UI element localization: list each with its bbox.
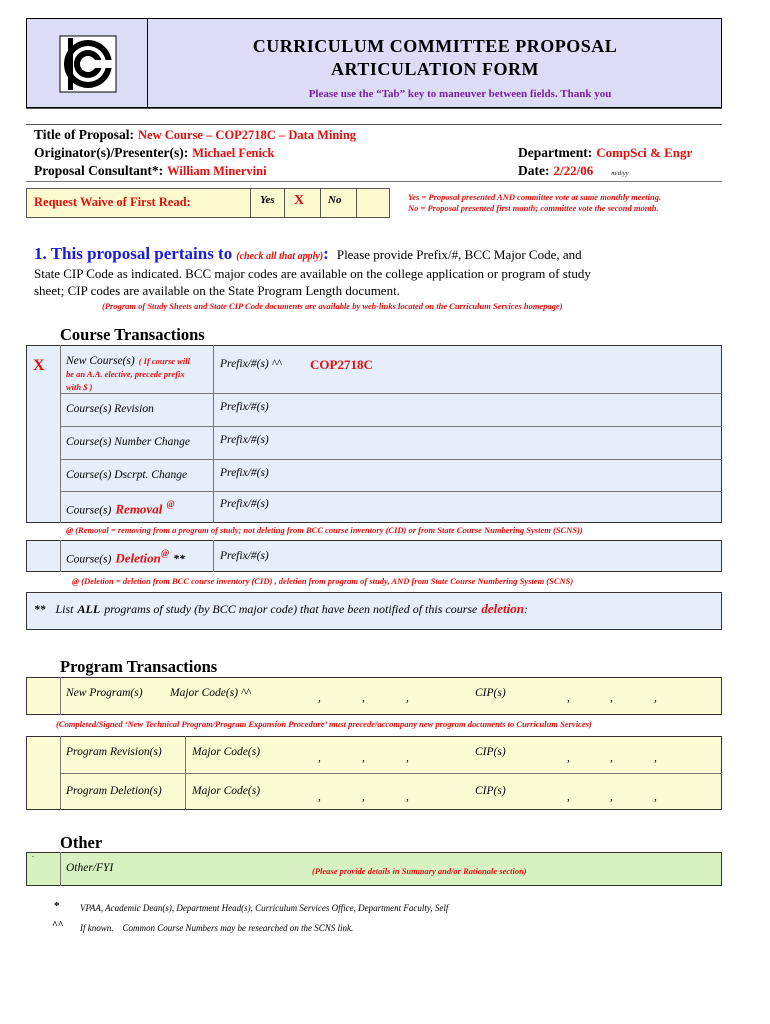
section1-text-line3: sheet; CIP codes are available on the State Program Length document. [34, 283, 400, 298]
waive-yes-option[interactable]: Yes [260, 194, 275, 206]
new-program-major-code-label[interactable]: Major Code(s) ^^ [170, 687, 251, 699]
consultant-row [34, 162, 267, 180]
list-text-2: programs of study (by BCC major code) that have been notified of this course [104, 602, 478, 616]
logo-box [26, 18, 148, 108]
divider [60, 852, 61, 886]
comma: , [610, 752, 613, 764]
list-text-deletion: deletion [481, 601, 524, 616]
divider [60, 773, 722, 774]
comma: , [362, 791, 365, 803]
date-label: Date: [518, 163, 550, 178]
section1-colon: : [323, 244, 329, 263]
other-note: (Please provide details in Summary and/or Rationale section) [312, 866, 527, 876]
removal-note: @ (Removal = removing from a program of study; not deleting from BCC course inventory (CID) or from State Course Numbering System (SCNS)) [66, 525, 583, 535]
divider [213, 540, 214, 572]
waive-label: Request Waive of First Read: [34, 195, 191, 209]
comma: , [318, 791, 321, 803]
originator-label: Originator(s)/Presenter(s): [34, 145, 189, 160]
program-revision-major-code[interactable]: Major Code(s) [192, 746, 261, 758]
footnote-caret-text: If known. Common Course Numbers may be researched on the SCNS link. [80, 923, 354, 933]
divider [60, 393, 722, 394]
prefix-new-value[interactable]: COP2718C [310, 357, 373, 372]
new-course-note-1: ( If course will [138, 356, 190, 366]
divider [26, 124, 722, 125]
course-removal-label: Course(s) [66, 504, 112, 517]
new-course-note-2: be an A.A. elective, precede prefix [66, 369, 185, 379]
comma: , [654, 752, 657, 764]
course-revision-label[interactable]: Course(s) Revision [66, 403, 154, 415]
comma: , [567, 791, 570, 803]
comma: , [610, 692, 613, 704]
section1-text-line1: Please provide Prefix/#, BCC Major Code, and [336, 247, 582, 262]
list-prefix: ** [34, 604, 46, 616]
comma: , [362, 752, 365, 764]
divider [213, 345, 214, 523]
date-value[interactable]: 2/22/06 [553, 163, 594, 178]
footnote-star-text: VPAA, Academic Dean(s), Department Head(s), Curriculum Services Office, Department Faculty, Self [80, 903, 449, 913]
other-bullet: . [32, 850, 34, 859]
deletion-note: @ (Deletion = deletion from BCC course inventory (CID) , deletion from program of study, AND from State Course Numbering System (SCNS) [72, 576, 574, 586]
waive-note-yes: Yes = Proposal presented AND committee vote at same monthly meeting. [408, 192, 662, 202]
course-deletion-stars: ** [173, 553, 185, 566]
course-deletion-cell[interactable] [66, 548, 185, 567]
date-format: m/d/yy [611, 170, 629, 177]
form-title-line2: ARTICULATION FORM [330, 59, 540, 79]
course-dscrpt-change-label[interactable]: Course(s) Dscrpt. Change [66, 469, 188, 481]
comma: , [654, 791, 657, 803]
program-deletion-major-code[interactable]: Major Code(s) [192, 785, 261, 797]
program-deletion-cip[interactable]: CIP(s) [475, 785, 506, 797]
section1-text-line2: State CIP Code as indicated. BCC major codes are available on the college application or program of study [34, 266, 591, 281]
divider [356, 188, 357, 218]
course-number-change-label[interactable]: Course(s) Number Change [66, 436, 190, 448]
new-course-mark[interactable]: X [33, 357, 45, 374]
program-transactions-heading: Program Transactions [60, 657, 218, 676]
course-deletion-prefix[interactable]: Prefix/#(s) [220, 550, 269, 562]
footnote-caret: ^^ [52, 920, 64, 931]
title-label: Title of Proposal: [34, 127, 134, 142]
new-program-note: (Completed/Signed ‘New Technical Program/Program Expansion Procedure’ must precede/accompany new program documents to Curriculum Services) [56, 719, 592, 729]
divider [60, 540, 61, 572]
course-deletion-sup: @ [160, 548, 170, 558]
comma: , [318, 692, 321, 704]
new-program-cip-label[interactable]: CIP(s) [475, 687, 506, 699]
list-text-colon: : [523, 604, 528, 616]
course-dscrpt-change-prefix[interactable]: Prefix/#(s) [220, 467, 269, 479]
other-heading: Other [60, 833, 103, 852]
divider [60, 491, 722, 492]
divider [320, 188, 321, 218]
consultant-value[interactable]: William Minervini [167, 164, 267, 178]
new-program-label[interactable]: New Program(s) [66, 687, 143, 699]
comma: , [406, 692, 409, 704]
waive-no-option[interactable]: No [328, 194, 342, 206]
divider [60, 345, 61, 523]
prefix-new-label: Prefix/#(s) ^^ [220, 358, 282, 370]
divider [26, 108, 722, 109]
new-course-note-3: with $ ) [66, 382, 93, 392]
list-text-1: List [55, 602, 74, 616]
new-course-cell[interactable] [66, 354, 212, 393]
program-deletion-label[interactable]: Program Deletion(s) [66, 785, 162, 797]
department-value[interactable]: CompSci & Engr [596, 145, 693, 160]
divider [26, 181, 722, 182]
divider [60, 459, 722, 460]
new-course-label: New Course(s) [66, 355, 135, 367]
department-row [518, 144, 692, 162]
section1-heading: 1. This proposal pertains to [34, 244, 233, 263]
course-removal-prefix[interactable]: Prefix/#(s) [220, 498, 269, 510]
divider [60, 677, 61, 715]
waive-note-no: No = Proposal presented first month; committee vote the second month. [408, 203, 659, 213]
comma: , [318, 752, 321, 764]
originator-row [34, 144, 274, 162]
originator-value[interactable]: Michael Fenick [192, 146, 275, 160]
comma: , [362, 692, 365, 704]
title-of-proposal-row [34, 126, 356, 144]
section1-link-note: (Program of Study Sheets and State CIP Code documents are available by web-links located on the Curriculum Services homepage) [102, 301, 563, 311]
course-transactions-heading: Course Transactions [60, 325, 205, 344]
waive-mark[interactable]: X [294, 193, 305, 208]
comma: , [567, 752, 570, 764]
course-removal-sup: @ [166, 499, 175, 509]
form-instructions: Please use the “Tab” key to maneuver between fields. Thank you [308, 88, 612, 100]
divider [250, 188, 251, 218]
comma: , [654, 692, 657, 704]
footnote-star: * [54, 900, 60, 912]
other-fyi-label[interactable]: Other/FYI [66, 862, 114, 874]
comma: , [567, 692, 570, 704]
divider [60, 426, 722, 427]
course-removal-word: Removal [115, 501, 163, 517]
deletion-programs-text [34, 600, 528, 618]
section1-check-note: (check all that apply) [236, 251, 324, 262]
comma: , [406, 752, 409, 764]
consultant-label: Proposal Consultant*: [34, 163, 164, 178]
comma: , [406, 791, 409, 803]
course-revision-prefix[interactable]: Prefix/#(s) [220, 401, 269, 413]
title-value[interactable]: New Course – COP2718C – Data Mining [138, 128, 357, 142]
bcc-logo-icon [58, 34, 118, 94]
divider [284, 188, 285, 218]
course-number-change-prefix[interactable]: Prefix/#(s) [220, 434, 269, 446]
section1-heading-row [34, 244, 582, 264]
course-deletion-word: Deletion [115, 550, 161, 566]
date-row [518, 162, 629, 180]
course-deletion-label: Course(s) [66, 553, 112, 566]
form-title-line1: CURRICULUM COMMITTEE PROPOSAL [252, 36, 618, 56]
department-label: Department: [518, 145, 593, 160]
program-revision-cip[interactable]: CIP(s) [475, 746, 506, 758]
course-removal-cell[interactable] [66, 499, 175, 518]
list-text-all: ALL [77, 602, 101, 616]
comma: , [610, 791, 613, 803]
program-revision-label[interactable]: Program Revision(s) [66, 746, 162, 758]
